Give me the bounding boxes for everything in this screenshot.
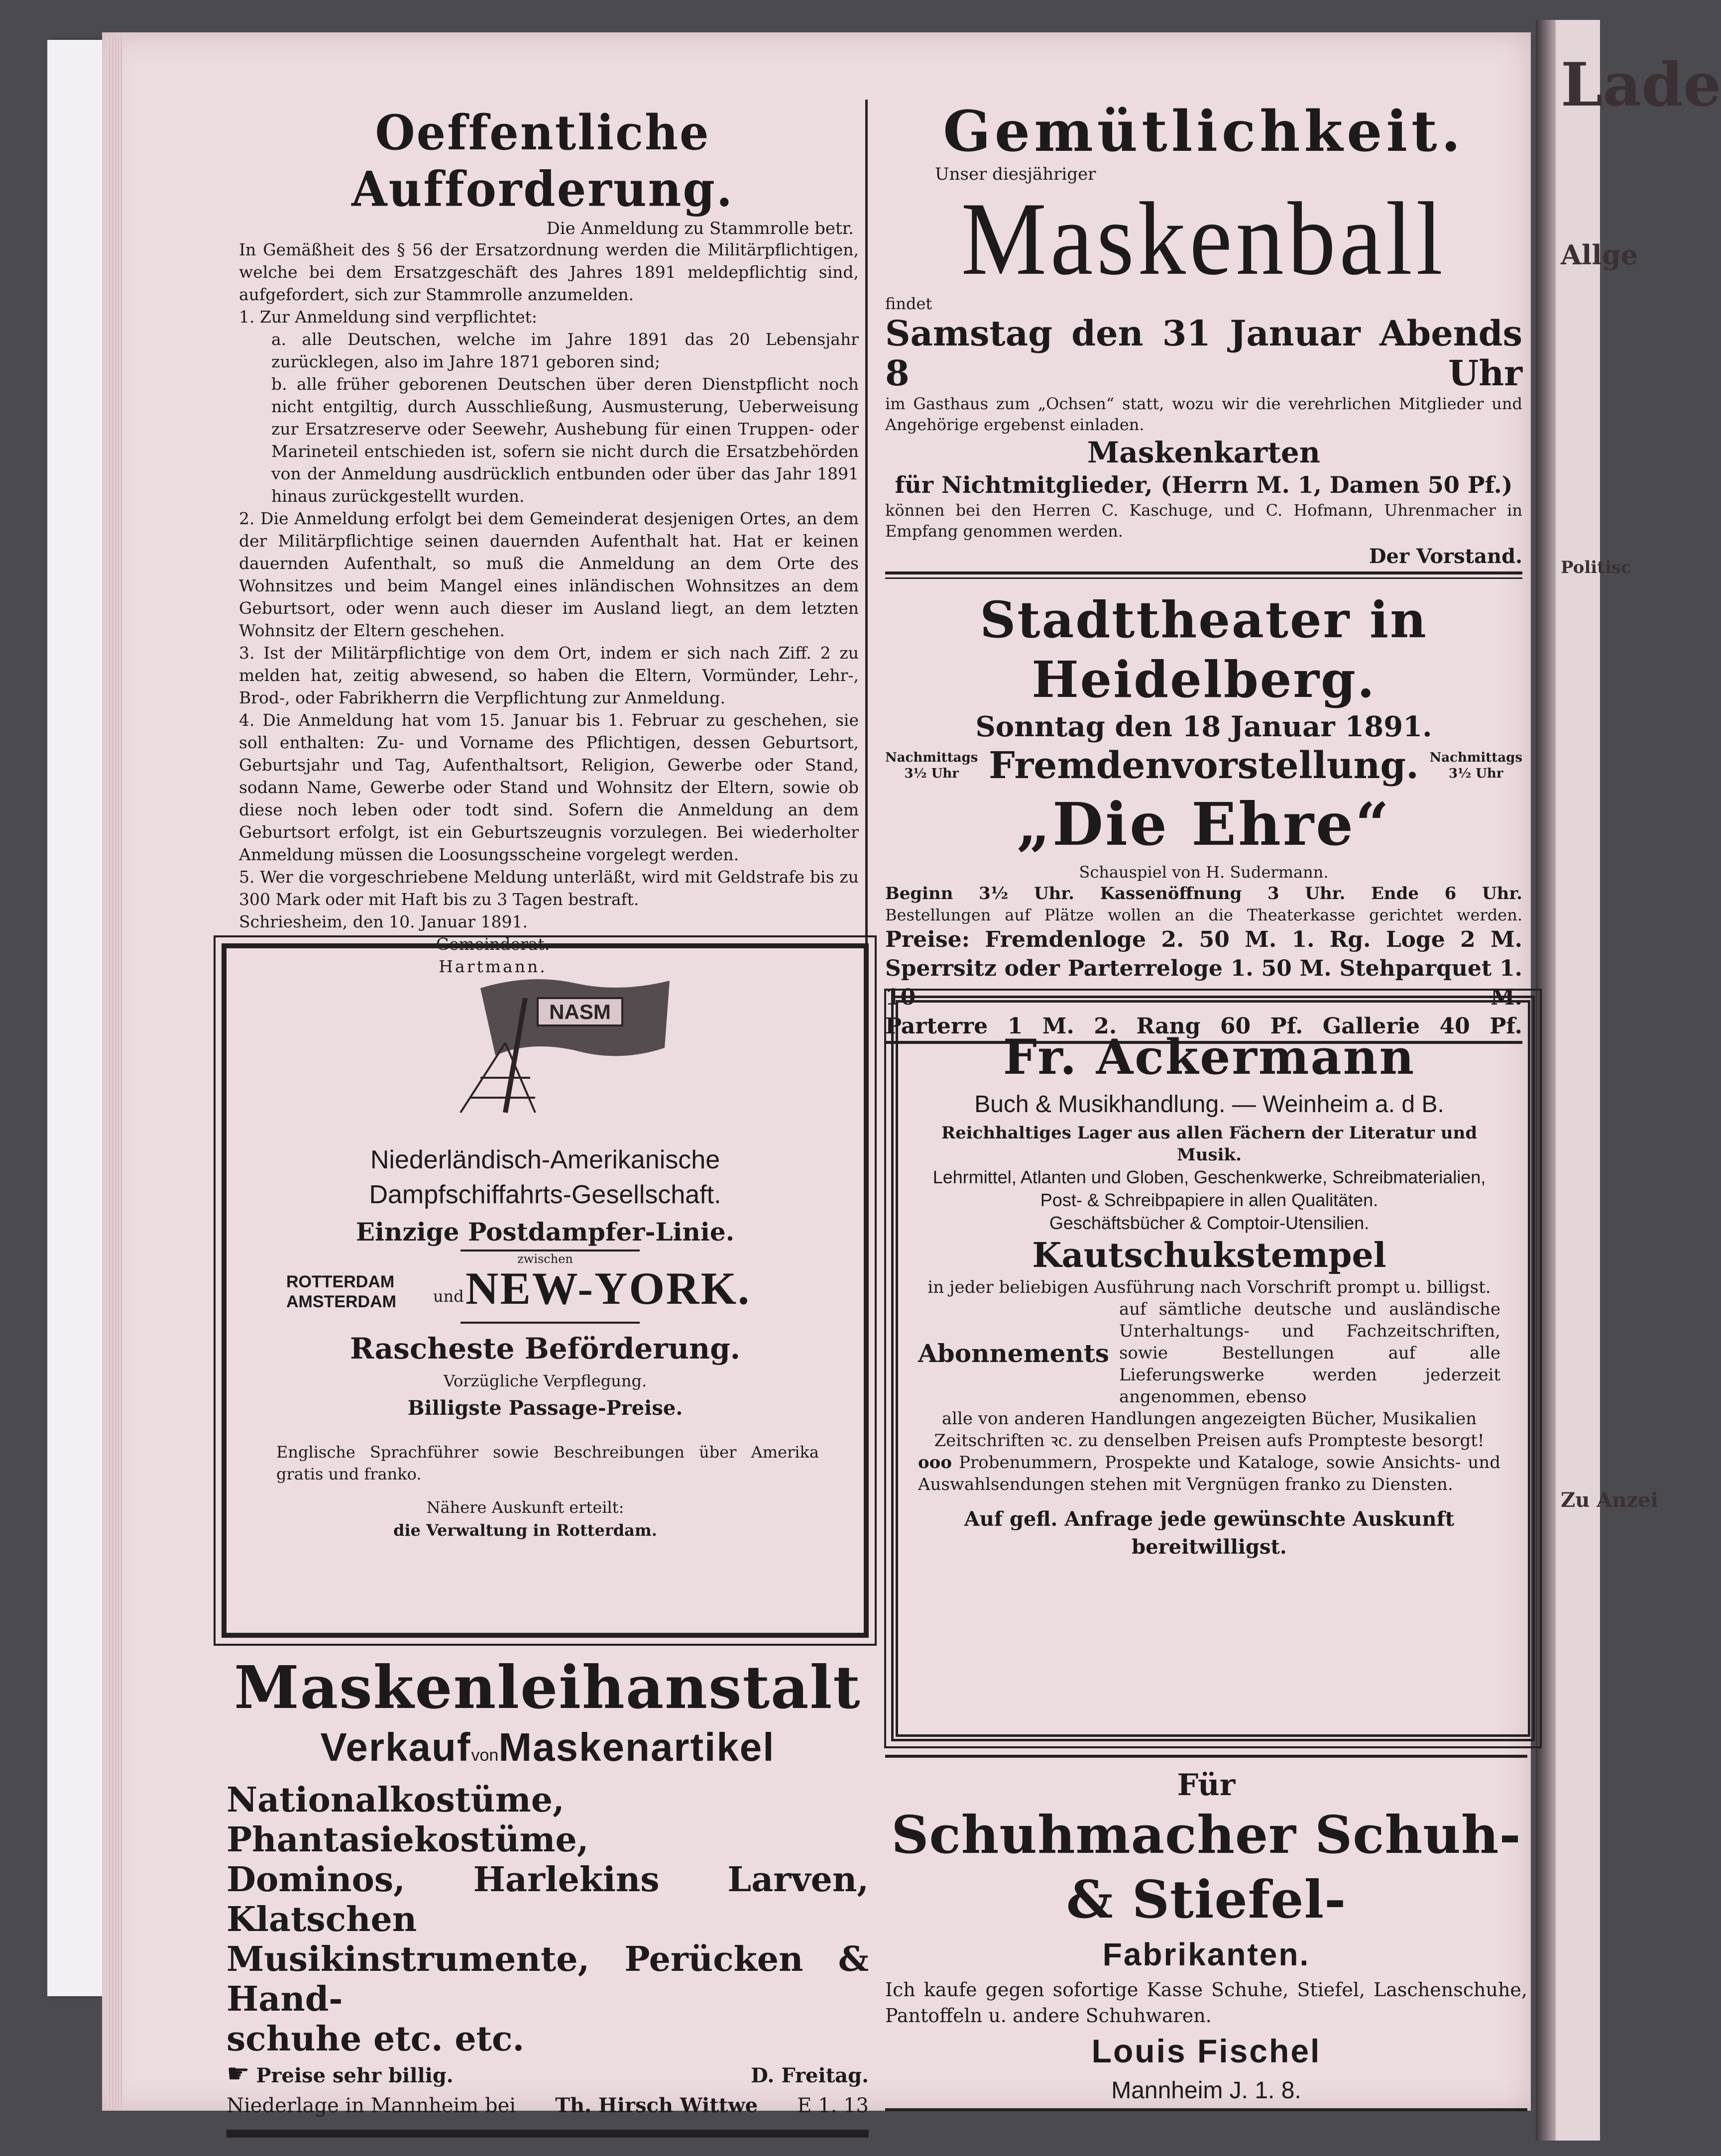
notice-council: Gemeinderat.	[436, 934, 550, 954]
neighbor-masthead: Lade	[1561, 50, 1721, 120]
divider-rule	[460, 1322, 640, 1324]
shoe-buyer-ad	[885, 1755, 1527, 2111]
buyer-name: Louis Fischel	[1091, 2033, 1321, 2069]
masquerade-ball-ad	[885, 100, 1522, 579]
time-left-value: 3½ Uhr	[904, 766, 959, 781]
company-name-line1: Niederländisch-Amerikanische	[370, 1145, 720, 1174]
subscriptions-text: auf sämtliche deutsche und ausländische Unterhaltungs- und Fachzeitschriften, sowie Bestellungen auf alle Lieferungswerke werden jederzeit angenommen, ebenso	[1119, 1299, 1500, 1407]
rental-items-1: Nationalkostüme, Phantasiekostüme,	[227, 1780, 589, 1860]
info-block	[301, 1496, 749, 1542]
branch-firm: Th. Hirsch Wittwe	[555, 2094, 758, 2117]
notice-title: Oeffentliche Aufforderung.	[351, 104, 734, 218]
departure-cities	[286, 1272, 396, 1312]
ball-event: Maskenball	[961, 181, 1447, 297]
play-author: Schauspiel von H. Sudermann.	[1079, 863, 1329, 882]
shop-goods: Lehrmittel, Atlanten und Globen, Geschenkwerke, Schreibmaterialien, Post- & Schreibpapiere in allen Qualitäten.	[932, 1167, 1486, 1210]
between-label: zwischen	[517, 1252, 573, 1266]
passage-prices: Billigste Passage-Preise.	[407, 1396, 683, 1420]
ball-place: im Gasthaus zum „Ochsen“ statt, wozu wir die verehrlichen Mitglieder und Angehörige ergebenst einladen.	[885, 394, 1522, 434]
ticket-prices: für Nichtmitglieder, (Herrn M. 1, Damen 50 Pf.)	[895, 471, 1513, 498]
for-label: Für	[1177, 1768, 1236, 1803]
public-notice	[227, 104, 859, 978]
destination-new-york: NEW-YORK.	[465, 1263, 751, 1314]
postdampfer-line: Einzige Postdampfer-Linie.	[355, 1217, 735, 1247]
rental-items-2: Dominos, Harlekins Larven, Klatschen	[227, 1860, 869, 1939]
time-right	[1430, 750, 1522, 782]
pointing-hand-icon: ☛	[227, 2059, 250, 2089]
catering-note: Vorzügliche Verpflegung.	[443, 1371, 647, 1390]
theater-date: Sonntag den 18 Januar 1891.	[975, 710, 1432, 743]
city-rotterdam: ROTTERDAM	[286, 1272, 395, 1291]
sale-word: Verkauf	[320, 1725, 471, 1769]
other-orders: alle von anderen Handlungen angezeigten Bücher, Musikalien Zeitschriften ꝛc. zu denselben Preisen aufs Prompteste besorgt!	[934, 1409, 1485, 1451]
time-right-label: Nachmittags	[1429, 750, 1522, 765]
admin-label: die Verwaltung in Rotterdam.	[393, 1521, 657, 1540]
von-word: von	[471, 1746, 499, 1765]
bookshop-ad	[891, 996, 1535, 1741]
notice-signature: Hartmann.	[439, 957, 547, 976]
subscriptions-label: Abonnements	[918, 1338, 1109, 1368]
theater-title: Stadttheater in Heidelberg.	[980, 590, 1428, 709]
time-left-label: Nachmittags	[885, 750, 978, 765]
time-right-value: 3½ Uhr	[1449, 766, 1503, 781]
rental-items-4: schuhe etc. etc.	[227, 2019, 525, 2059]
notice-point-1a: a. alle Deutschen, welche im Jahre 1891 das 20 Lebensjahr zurücklegen, also im Jahre 1871 geboren sind;	[271, 330, 859, 371]
steamship-ad	[222, 943, 869, 1638]
play-times: Beginn 3½ Uhr. Kassenöffnung 3 Uhr. Ende 6 Uhr.	[885, 884, 1522, 904]
shoe-title: Schuhmacher Schuh- & Stiefel-	[891, 1804, 1521, 1930]
info-label: Nähere Auskunft erteilt:	[426, 1498, 624, 1517]
branch-address: E 1. 13	[797, 2094, 869, 2117]
flag-label: NASM	[549, 1000, 611, 1023]
top-rule	[885, 1755, 1527, 1758]
shop-stock: Reichhaltiges Lager aus allen Fächern der Literatur und Musik.	[941, 1123, 1478, 1165]
articles-word: Maskenartikel	[498, 1725, 775, 1769]
final-note: Auf gefl. Anfrage jede gewünschte Auskunft bereitwilligst.	[964, 1507, 1455, 1559]
ball-date: Samstag den 31 Januar Abends 8 Uhr	[885, 313, 1522, 394]
rental-items-3: Musikinstrumente, Perücken & Hand-	[227, 1939, 869, 2019]
branch-label: Niederlage in Mannheim bei	[227, 2094, 516, 2117]
bottom-rule	[885, 2108, 1527, 2111]
section-rule	[885, 571, 1522, 574]
ball-findet: findet	[885, 294, 932, 313]
fast-service: Rascheste Beförderung.	[350, 1332, 740, 1365]
theater-prices-1: Preise: Fremdenloge 2. 50 M. 1. Rg. Loge 2 M.	[885, 927, 1522, 952]
gutter-shadow	[1536, 20, 1556, 2141]
divider-rule	[460, 1249, 640, 1251]
guides-note: Englische Sprachführer sowie Beschreibungen über Amerika gratis und franko.	[276, 1443, 819, 1483]
ball-intro: Unser diesjähriger	[935, 164, 1096, 184]
underlying-white-sheet	[47, 40, 107, 1996]
shop-books: Geschäftsbücher & Comptoir-Utensilien.	[1049, 1213, 1370, 1233]
notice-intro: In Gemäßheit des § 56 der Ersatzordnung werden die Militärpflichtigen, welche bei dem Ersatzgeschäft des Jahres 1891 meldepflichtig sind, aufgefordert, sich zur Stammrolle anzumelden.	[239, 240, 859, 304]
ticket-orders: Bestellungen auf Plätze wollen an die Theaterkasse gerichtet werden.	[885, 906, 1522, 924]
shop-business: Buch & Musikhandlung. — Weinheim a. d B.	[974, 1091, 1444, 1118]
mask-rental-ad	[227, 1653, 869, 2138]
performance-type: Fremdenvorstellung.	[989, 744, 1419, 787]
notice-point-5: 5. Wer die vorgeschriebene Meldung unterläßt, wird mit Geldstrafe bis zu 300 Mark oder mit Haft bis zu 3 Tagen bestraft.	[239, 867, 859, 909]
board-signature: Der Vorstand.	[1369, 545, 1522, 568]
rental-sale-line	[227, 1722, 869, 1780]
adjacent-page-fragment	[1536, 20, 1721, 2141]
theater-prices-2: Sperrsitz oder Parterreloge 1. 50 M. Stehparquet 1. 10 M.	[885, 956, 1522, 1010]
theater-ad	[885, 590, 1522, 1044]
and-label: und	[433, 1287, 464, 1306]
notice-point-1b: b. alle früher geborenen Deutschen über deren Dienstpflicht noch nicht entgiltig, durch Ausschließung, Ausmusterung, Ueberweisung zur Ersatzreserve oder Seewehr, Aushebung für einen Truppen- oder Marineteil entschieden ist, sofern sie nicht durch die Ersatzbehörden von der Anmeldung ausdrücklich entbunden oder über das Jahr 1891 hinaus zurückgestellt wurden.	[271, 374, 859, 506]
notice-point-2: 2. Die Anmeldung erfolgt bei dem Gemeinderat desjenigen Ortes, an dem der Militärpflichtige seinen dauernden Aufenthalt hat. Hat er keinen dauernden Aufenthalt, so muß die Anmeldung an dem Orte des Wohnsitzes und beim Mangel eines inländischen Wohnsitzes an dem Geburtsort, oder wenn auch dieser im Ausland liegt, an dem letzten Wohnsitz der Eltern geschehen.	[239, 509, 859, 640]
company-name-line2: Dampfschiffahrts-Gesellschaft.	[369, 1180, 721, 1209]
cheap-prices: Preise sehr billig.	[256, 2064, 454, 2087]
rental-title: Maskenleihanstalt	[234, 1653, 861, 1722]
club-name: Gemütlichkeit.	[943, 99, 1465, 164]
column-divider	[865, 100, 868, 956]
page-edge-stack	[107, 37, 122, 2108]
shoe-subtitle: Fabrikanten.	[1102, 1936, 1310, 1972]
buyer-address: Mannheim J. 1. 8.	[1111, 2077, 1301, 2104]
bottom-rule	[227, 2130, 869, 2138]
rubber-stamps-text: in jeder beliebigen Ausführung nach Vorschrift prompt u. billigst.	[927, 1277, 1491, 1297]
play-title: „Die Ehre“	[1016, 790, 1391, 859]
neighbor-heading: Zu Anzei	[1561, 1488, 1658, 1512]
notice-point-3: 3. Ist der Militärpflichtige von dem Ort, indem er sich nach Ziff. 2 zu melden hat, zeitig abwesend, so haben die Eltern, Vormünder, Lehr-, Brod-, oder Fabrikherrn die Verpflichtung zur Anmeldung.	[239, 643, 859, 707]
flag-ship-icon	[451, 968, 680, 1118]
rubber-stamps-heading: Kautschukstempel	[1032, 1236, 1386, 1275]
notice-place-date: Schriesheim, den 10. Januar 1891.	[239, 912, 528, 931]
notice-point-4: 4. Die Anmeldung hat vom 15. Januar bis 1. Februar zu geschehen, sie soll enthalten: Zu- und Vorname des Pflichtigen, dessen Geburtsort, Geburtsjahr und Tag, Aufenthaltsort, Religion, Gewerbe oder Stand, sodann Name, Gewerbe oder Stand und Wohnsitz der Eltern, sowie ob diese noch leben oder todt sind. Sofern die Anmeldung an dem Geburtsort erfolgt, ist ein Geburtszeugnis vorzulegen. Bei wiederholter Anmeldung müssen die Loosungsscheine vorgelegt werden.	[239, 710, 859, 864]
ticket-heading: Maskenkarten	[1087, 436, 1320, 469]
time-left	[885, 750, 978, 782]
notice-point-1: 1. Zur Anmeldung sind verpflichtet:	[239, 307, 538, 327]
neighbor-subtitle: Allge	[1561, 239, 1638, 271]
samples-text: Probenummern, Prospekte und Kataloge, sowie Ansichts- und Auswahlsendungen stehen mit Vergnügen franko zu Diensten.	[918, 1453, 1500, 1494]
rental-owner: D. Freitag.	[751, 2064, 869, 2087]
city-amsterdam: AMSTERDAM	[286, 1292, 396, 1311]
notice-subtitle: Die Anmeldung zu Stammrolle betr.	[546, 219, 854, 238]
shoe-text: Ich kaufe gegen sofortige Kasse Schuhe, Stiefel, Laschenschuhe, Pantoffeln u. andere Schuhwaren.	[885, 1979, 1527, 2027]
samples-mark-icon: ooo	[918, 1453, 952, 1473]
theater-prices-3: Parterre 1 M. 2. Rang 60 Pf. Gallerie 40 Pf.	[885, 1014, 1522, 1039]
neighbor-section: Politisc	[1561, 558, 1631, 577]
section-rule-thin	[885, 577, 1522, 579]
ticket-sellers: können bei den Herren C. Kaschuge, und C. Hofmann, Uhrenmacher in Empfang genommen werden.	[885, 501, 1522, 541]
shop-name: Fr. Ackermann	[1003, 1029, 1416, 1085]
